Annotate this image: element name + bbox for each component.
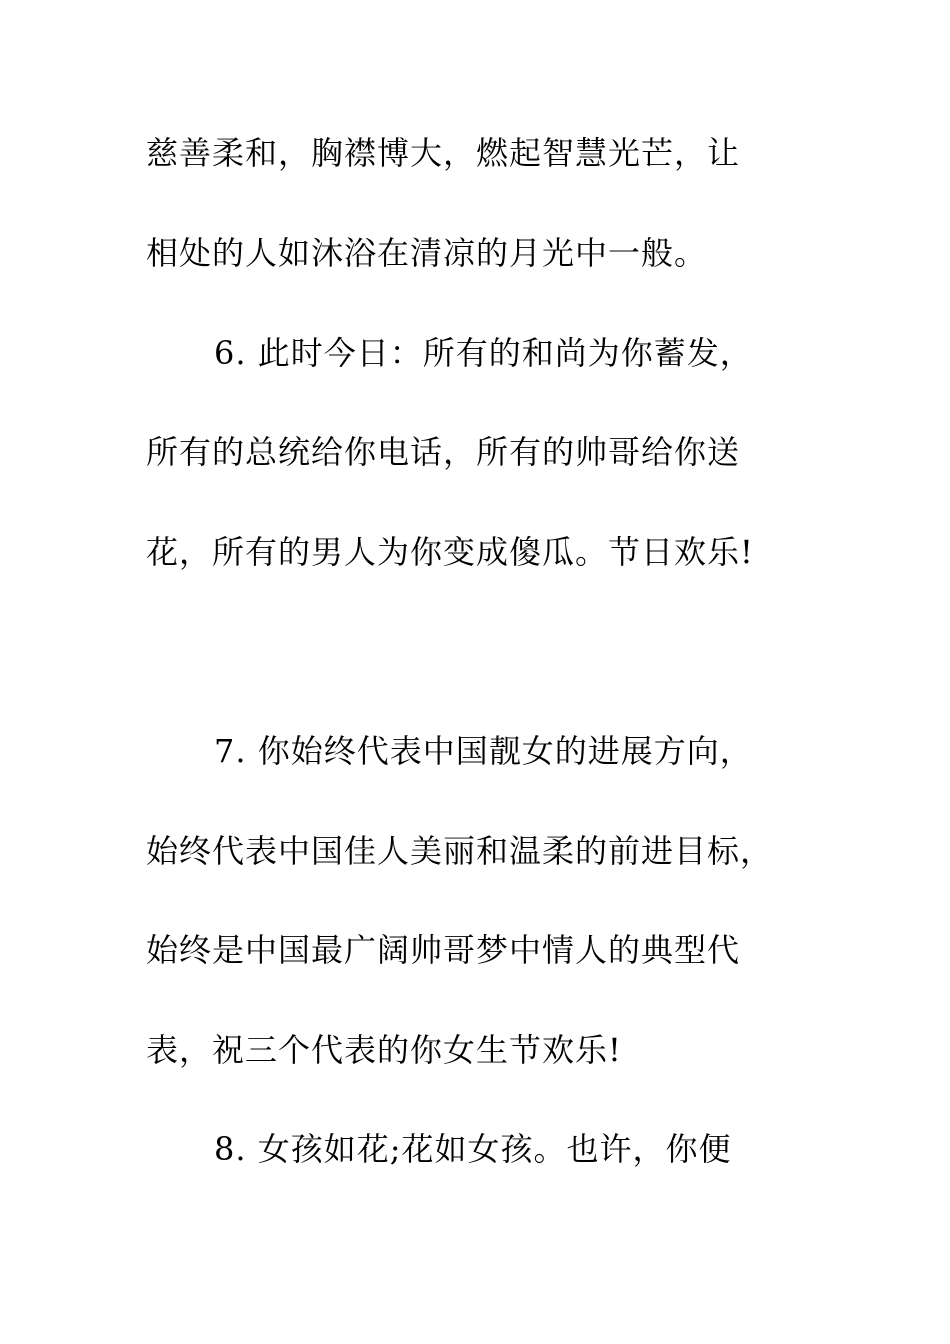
text-line: 花，所有的男人为你变成傻瓜。节日欢乐! bbox=[146, 533, 754, 571]
text-line: 相处的人如沐浴在清凉的月光中一般。 bbox=[146, 234, 708, 272]
text-line: 始终代表中国佳人美丽和温柔的前进目标， bbox=[146, 832, 774, 870]
paragraph-6-start: 6. 此时今日：所有的和尚为你蓄发， bbox=[214, 334, 753, 372]
paragraph-8-start: 8. 女孩如花;花如女孩。也许，你便 bbox=[214, 1130, 732, 1168]
text-line: 表，祝三个代表的你女生节欢乐! bbox=[146, 1031, 622, 1069]
text-line: 慈善柔和，胸襟博大，燃起智慧光芒，让 bbox=[146, 134, 741, 172]
text-line: 所有的总统给你电话，所有的帅哥给你送 bbox=[146, 433, 741, 471]
paragraph-7-start: 7. 你始终代表中国靓女的进展方向， bbox=[214, 732, 753, 770]
text-line: 始终是中国最广阔帅哥梦中情人的典型代 bbox=[146, 931, 741, 969]
